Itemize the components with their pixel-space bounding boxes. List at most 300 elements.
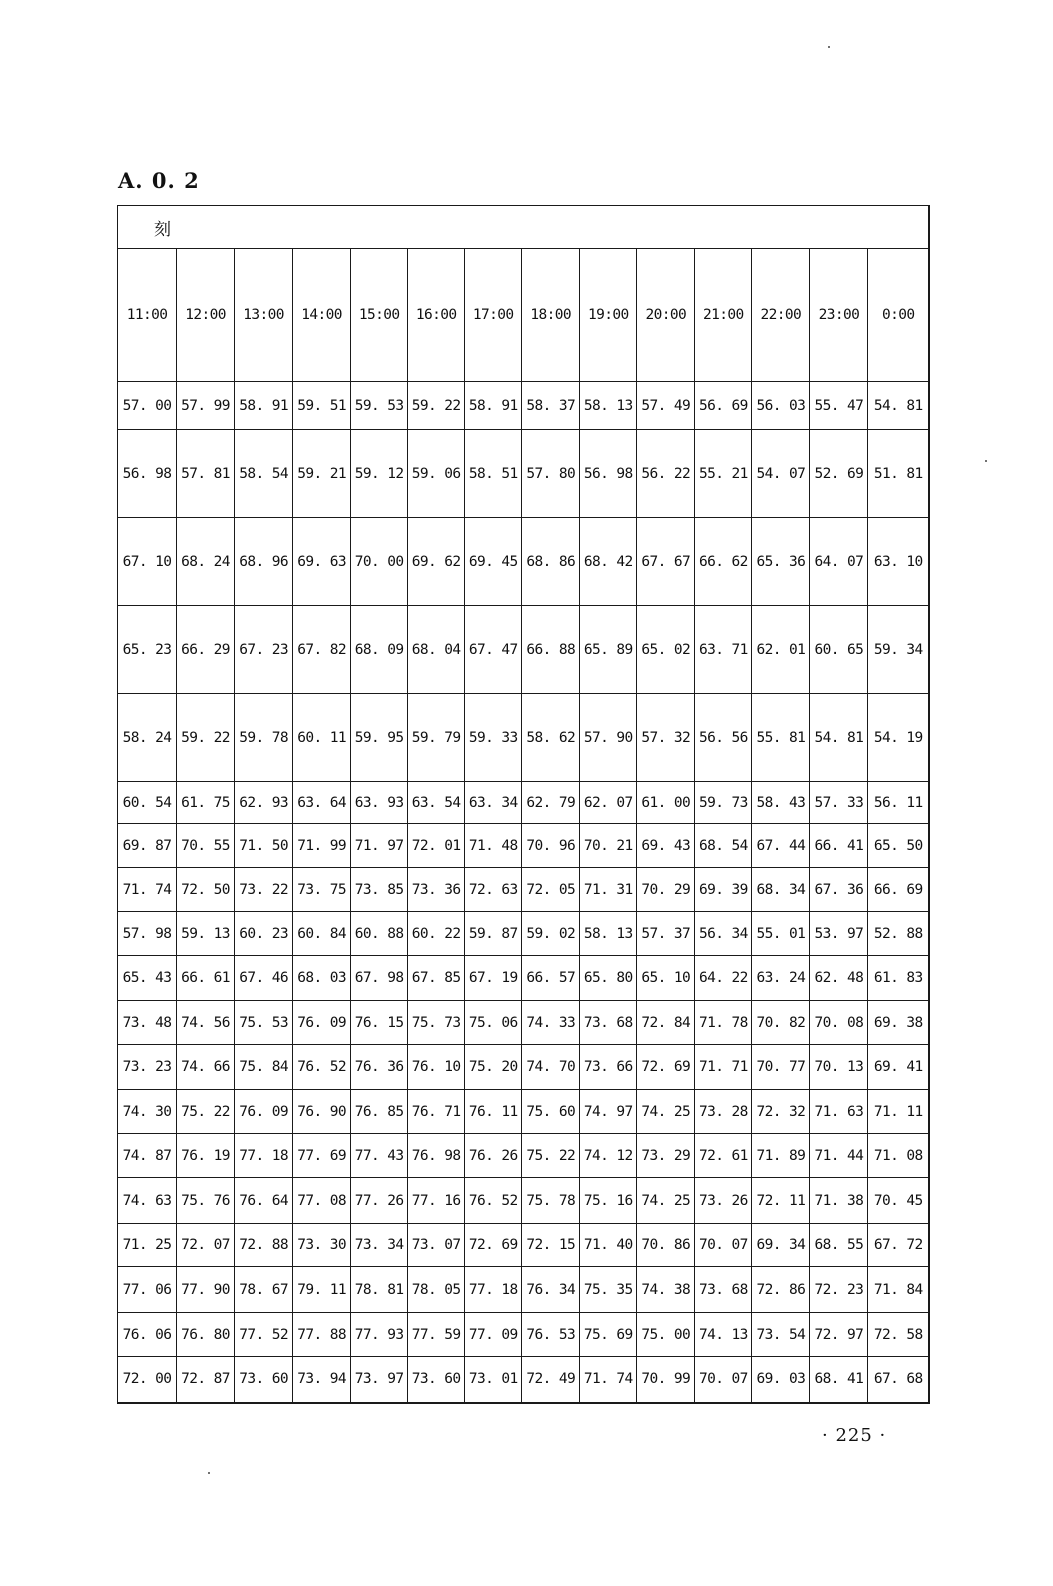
table-cell: 66. 29 [177,606,235,694]
column-header: 15:00 [351,249,408,382]
table-cell: 75. 35 [580,1267,637,1313]
column-header: 13:00 [235,249,293,382]
table-cell: 74. 63 [118,1178,177,1224]
table-cell: 73. 23 [118,1045,177,1090]
table-cell: 69. 43 [637,824,695,868]
table-cell: 70. 86 [637,1224,695,1267]
table-cell: 67. 68 [868,1357,929,1403]
table-cell: 73. 68 [580,1001,637,1045]
table-cell: 72. 05 [522,868,580,912]
table-row [118,694,930,782]
table-row [118,824,930,868]
table-cell: 65. 10 [637,956,695,1001]
table-cell: 77. 09 [465,1313,522,1357]
table-cell: 61. 00 [637,782,695,824]
table-cell: 78. 05 [408,1267,465,1313]
table-cell: 56. 98 [580,430,637,518]
table-cell: 69. 63 [293,518,351,606]
table-cell: 70. 99 [637,1357,695,1403]
table-cell: 66. 88 [522,606,580,694]
table-cell: 72. 69 [465,1224,522,1267]
table-cell: 78. 81 [351,1267,408,1313]
header-row [118,249,930,382]
table-cell: 71. 74 [580,1357,637,1403]
table-cell: 64. 22 [695,956,752,1001]
column-header: 14:00 [293,249,351,382]
table-cell: 77. 90 [177,1267,235,1313]
table-cell: 59. 95 [351,694,408,782]
table-cell: 70. 29 [637,868,695,912]
table-cell: 72. 69 [637,1045,695,1090]
table-cell: 73. 85 [351,868,408,912]
table-cell: 73. 48 [118,1001,177,1045]
table-cell: 72. 87 [177,1357,235,1403]
table-cell: 67. 98 [351,956,408,1001]
table-cell: 55. 01 [752,912,810,956]
table-cell: 72. 84 [637,1001,695,1045]
table-cell: 77. 06 [118,1267,177,1313]
table-cell: 71. 63 [810,1090,868,1134]
table-cell: 63. 24 [752,956,810,1001]
table-row [118,868,930,912]
table-cell: 57. 81 [177,430,235,518]
table-cell: 63. 93 [351,782,408,824]
scan-speck [208,1472,210,1474]
table-cell: 72. 97 [810,1313,868,1357]
table-cell: 61. 83 [868,956,929,1001]
column-header: 11:00 [118,249,177,382]
table-row [118,1224,930,1267]
table-cell: 58. 62 [522,694,580,782]
scan-speck [985,460,987,462]
table-cell: 59. 78 [235,694,293,782]
data-table [117,205,930,1404]
table-cell: 68. 54 [695,824,752,868]
table-cell: 59. 87 [465,912,522,956]
table-cell: 74. 87 [118,1134,177,1178]
table-cell: 68. 04 [408,606,465,694]
table-cell: 74. 12 [580,1134,637,1178]
column-header: 0:00 [868,249,929,382]
table-cell: 57. 99 [177,382,235,430]
section-label: A. 0. 2 [118,168,200,193]
table-cell: 60. 23 [235,912,293,956]
table-cell: 62. 01 [752,606,810,694]
table-row [118,1357,930,1403]
table-cell: 76. 15 [351,1001,408,1045]
table-cell: 77. 08 [293,1178,351,1224]
table-cell: 58. 91 [235,382,293,430]
table-cell: 74. 25 [637,1090,695,1134]
table-cell: 63. 10 [868,518,929,606]
table-cell: 75. 20 [465,1045,522,1090]
table-cell: 59. 06 [408,430,465,518]
table-cell: 52. 88 [868,912,929,956]
table-cell: 68. 96 [235,518,293,606]
table-cell: 77. 18 [465,1267,522,1313]
table-cell: 76. 52 [465,1178,522,1224]
table-cell: 75. 00 [637,1313,695,1357]
table-cell: 77. 43 [351,1134,408,1178]
table-cell: 76. 36 [351,1045,408,1090]
table-cell: 73. 60 [235,1357,293,1403]
table-cell: 79. 11 [293,1267,351,1313]
table-cell: 69. 39 [695,868,752,912]
table-cell: 72. 15 [522,1224,580,1267]
table-cell: 72. 07 [177,1224,235,1267]
table-cell: 69. 45 [465,518,522,606]
table-cell: 73. 54 [752,1313,810,1357]
table-cell: 65. 23 [118,606,177,694]
table-cell: 73. 97 [351,1357,408,1403]
table-cell: 76. 06 [118,1313,177,1357]
table-cell: 72. 58 [868,1313,929,1357]
table-cell: 62. 48 [810,956,868,1001]
table-cell: 73. 75 [293,868,351,912]
table-cell: 68. 24 [177,518,235,606]
table-cell: 57. 32 [637,694,695,782]
table-cell: 51. 81 [868,430,929,518]
table-cell: 67. 72 [868,1224,929,1267]
table-cell: 57. 90 [580,694,637,782]
table-cell: 70. 07 [695,1224,752,1267]
table-row [118,1001,930,1045]
table-cell: 61. 75 [177,782,235,824]
table-cell: 63. 64 [293,782,351,824]
table-cell: 59. 34 [868,606,929,694]
table-cell: 72. 49 [522,1357,580,1403]
table-cell: 55. 81 [752,694,810,782]
table-cell: 56. 98 [118,430,177,518]
table-cell: 63. 54 [408,782,465,824]
table-cell: 76. 80 [177,1313,235,1357]
table-cell: 76. 64 [235,1178,293,1224]
table-cell: 67. 46 [235,956,293,1001]
table-cell: 66. 41 [810,824,868,868]
table-cell: 77. 18 [235,1134,293,1178]
table-cell: 57. 80 [522,430,580,518]
table-cell: 73. 22 [235,868,293,912]
column-header: 12:00 [177,249,235,382]
table-cell: 70. 77 [752,1045,810,1090]
table-cell: 67. 82 [293,606,351,694]
table-row [118,956,930,1001]
table-cell: 71. 84 [868,1267,929,1313]
table-cell: 58. 91 [465,382,522,430]
table-cell: 71. 31 [580,868,637,912]
table-cell: 74. 38 [637,1267,695,1313]
table-row [118,1267,930,1313]
table-cell: 65. 50 [868,824,929,868]
table-cell: 57. 37 [637,912,695,956]
table-cell: 77. 69 [293,1134,351,1178]
table-cell: 72. 01 [408,824,465,868]
table-cell: 65. 89 [580,606,637,694]
table-cell: 67. 85 [408,956,465,1001]
table-cell: 77. 16 [408,1178,465,1224]
scan-speck [828,46,830,48]
table-cell: 67. 44 [752,824,810,868]
table-cell: 69. 41 [868,1045,929,1090]
table-cell: 72. 50 [177,868,235,912]
table-cell: 59. 73 [695,782,752,824]
table-cell: 70. 82 [752,1001,810,1045]
table-cell: 62. 07 [580,782,637,824]
table-cell: 67. 10 [118,518,177,606]
table-cell: 73. 30 [293,1224,351,1267]
table-cell: 67. 47 [465,606,522,694]
column-header: 19:00 [580,249,637,382]
table-cell: 71. 08 [868,1134,929,1178]
table-cell: 71. 40 [580,1224,637,1267]
table-cell: 74. 13 [695,1313,752,1357]
table-cell: 70. 45 [868,1178,929,1224]
table-cell: 68. 86 [522,518,580,606]
column-header: 21:00 [695,249,752,382]
table-cell: 76. 26 [465,1134,522,1178]
table-cell: 73. 94 [293,1357,351,1403]
column-header: 17:00 [465,249,522,382]
table-cell: 71. 50 [235,824,293,868]
table-cell: 74. 56 [177,1001,235,1045]
table-cell: 71. 78 [695,1001,752,1045]
table-cell: 67. 23 [235,606,293,694]
table-cell: 63. 71 [695,606,752,694]
table-cell: 60. 54 [118,782,177,824]
table-cell: 74. 25 [637,1178,695,1224]
table-cell: 74. 70 [522,1045,580,1090]
table-cell: 62. 93 [235,782,293,824]
table-cell: 65. 02 [637,606,695,694]
table-cell: 77. 59 [408,1313,465,1357]
table-cell: 65. 80 [580,956,637,1001]
table-cell: 72. 23 [810,1267,868,1313]
table-cell: 55. 47 [810,382,868,430]
table-row [118,606,930,694]
table-cell: 67. 36 [810,868,868,912]
table-cell: 70. 08 [810,1001,868,1045]
table-cell: 57. 49 [637,382,695,430]
table-cell: 76. 98 [408,1134,465,1178]
table-row [118,430,930,518]
table-cell: 67. 19 [465,956,522,1001]
table-cell: 72. 88 [235,1224,293,1267]
column-header: 22:00 [752,249,810,382]
table-cell: 54. 07 [752,430,810,518]
table-cell: 77. 52 [235,1313,293,1357]
table-cell: 76. 19 [177,1134,235,1178]
table-caption: 刻 [118,206,930,249]
table-cell: 59. 53 [351,382,408,430]
table-cell: 59. 79 [408,694,465,782]
table-cell: 71. 71 [695,1045,752,1090]
table-cell: 76. 53 [522,1313,580,1357]
table-cell: 58. 24 [118,694,177,782]
table-cell: 69. 34 [752,1224,810,1267]
table-cell: 77. 26 [351,1178,408,1224]
table-cell: 58. 54 [235,430,293,518]
table-cell: 68. 34 [752,868,810,912]
table-cell: 67. 67 [637,518,695,606]
table-cell: 73. 66 [580,1045,637,1090]
table-cell: 58. 43 [752,782,810,824]
table-row [118,1178,930,1224]
table-cell: 71. 25 [118,1224,177,1267]
table-cell: 73. 29 [637,1134,695,1178]
table-cell: 76. 90 [293,1090,351,1134]
table-cell: 59. 22 [177,694,235,782]
table-cell: 75. 78 [522,1178,580,1224]
table-cell: 73. 68 [695,1267,752,1313]
table-cell: 75. 22 [177,1090,235,1134]
table-row [118,912,930,956]
table-cell: 72. 86 [752,1267,810,1313]
table-cell: 57. 98 [118,912,177,956]
table-cell: 59. 21 [293,430,351,518]
table-row [118,1134,930,1178]
table-cell: 71. 11 [868,1090,929,1134]
table-cell: 75. 84 [235,1045,293,1090]
table-cell: 70. 00 [351,518,408,606]
table-cell: 56. 22 [637,430,695,518]
table-cell: 76. 10 [408,1045,465,1090]
table-cell: 59. 12 [351,430,408,518]
table-cell: 59. 33 [465,694,522,782]
table-cell: 73. 07 [408,1224,465,1267]
table-cell: 73. 60 [408,1357,465,1403]
table-cell: 72. 61 [695,1134,752,1178]
table-cell: 66. 69 [868,868,929,912]
table-cell: 52. 69 [810,430,868,518]
table-cell: 70. 13 [810,1045,868,1090]
table-cell: 64. 07 [810,518,868,606]
table-cell: 54. 81 [868,382,929,430]
table-cell: 75. 06 [465,1001,522,1045]
table-cell: 68. 42 [580,518,637,606]
table-cell: 76. 71 [408,1090,465,1134]
table-cell: 71. 74 [118,868,177,912]
column-header: 16:00 [408,249,465,382]
table-cell: 60. 88 [351,912,408,956]
table-cell: 57. 33 [810,782,868,824]
table-cell: 66. 62 [695,518,752,606]
table-cell: 70. 96 [522,824,580,868]
table-cell: 75. 76 [177,1178,235,1224]
table-cell: 56. 69 [695,382,752,430]
table-cell: 55. 21 [695,430,752,518]
table-cell: 71. 38 [810,1178,868,1224]
table-cell: 76. 09 [235,1090,293,1134]
page-number: · 225 · [822,1425,887,1446]
table-cell: 75. 60 [522,1090,580,1134]
column-header: 20:00 [637,249,695,382]
table-cell: 68. 09 [351,606,408,694]
table-cell: 74. 97 [580,1090,637,1134]
table-cell: 53. 97 [810,912,868,956]
table-cell: 71. 99 [293,824,351,868]
table-cell: 59. 02 [522,912,580,956]
table-cell: 75. 53 [235,1001,293,1045]
table-cell: 65. 43 [118,956,177,1001]
table-cell: 56. 11 [868,782,929,824]
table-row [118,782,930,824]
table-cell: 56. 56 [695,694,752,782]
table-cell: 73. 01 [465,1357,522,1403]
table-cell: 76. 34 [522,1267,580,1313]
table-cell: 58. 37 [522,382,580,430]
table-cell: 70. 21 [580,824,637,868]
table-cell: 63. 34 [465,782,522,824]
table-cell: 73. 28 [695,1090,752,1134]
table-cell: 73. 26 [695,1178,752,1224]
table-cell: 65. 36 [752,518,810,606]
table-cell: 72. 11 [752,1178,810,1224]
table-cell: 71. 44 [810,1134,868,1178]
table-cell: 58. 13 [580,912,637,956]
table-row [118,382,930,430]
table-cell: 60. 84 [293,912,351,956]
table-cell: 60. 65 [810,606,868,694]
table-cell: 75. 16 [580,1178,637,1224]
table-cell: 75. 22 [522,1134,580,1178]
table-body [118,382,930,1403]
table-cell: 56. 03 [752,382,810,430]
table-cell: 70. 55 [177,824,235,868]
table-cell: 72. 00 [118,1357,177,1403]
table-cell: 76. 09 [293,1001,351,1045]
table-cell: 54. 19 [868,694,929,782]
table-cell: 73. 34 [351,1224,408,1267]
table-cell: 59. 22 [408,382,465,430]
table-cell: 74. 30 [118,1090,177,1134]
table-cell: 77. 88 [293,1313,351,1357]
table-cell: 71. 48 [465,824,522,868]
table-cell: 69. 62 [408,518,465,606]
table-cell: 58. 13 [580,382,637,430]
column-header: 18:00 [522,249,580,382]
table-cell: 59. 51 [293,382,351,430]
column-header: 23:00 [810,249,868,382]
table-cell: 73. 36 [408,868,465,912]
table-cell: 54. 81 [810,694,868,782]
table-cell: 66. 57 [522,956,580,1001]
table-cell: 75. 73 [408,1001,465,1045]
table-row [118,1313,930,1357]
table-row [118,1045,930,1090]
table-cell: 76. 85 [351,1090,408,1134]
table-cell: 74. 66 [177,1045,235,1090]
table-cell: 69. 87 [118,824,177,868]
table-cell: 68. 41 [810,1357,868,1403]
table-cell: 70. 07 [695,1357,752,1403]
table-row [118,1090,930,1134]
table-cell: 77. 93 [351,1313,408,1357]
table-cell: 72. 32 [752,1090,810,1134]
table-cell: 60. 22 [408,912,465,956]
table-cell: 58. 51 [465,430,522,518]
table-cell: 56. 34 [695,912,752,956]
table-row [118,518,930,606]
table-cell: 68. 03 [293,956,351,1001]
table-cell: 78. 67 [235,1267,293,1313]
table-cell: 71. 89 [752,1134,810,1178]
table-cell: 69. 03 [752,1357,810,1403]
table-cell: 72. 63 [465,868,522,912]
table-cell: 60. 11 [293,694,351,782]
table-cell: 76. 11 [465,1090,522,1134]
table-cell: 74. 33 [522,1001,580,1045]
table-cell: 76. 52 [293,1045,351,1090]
